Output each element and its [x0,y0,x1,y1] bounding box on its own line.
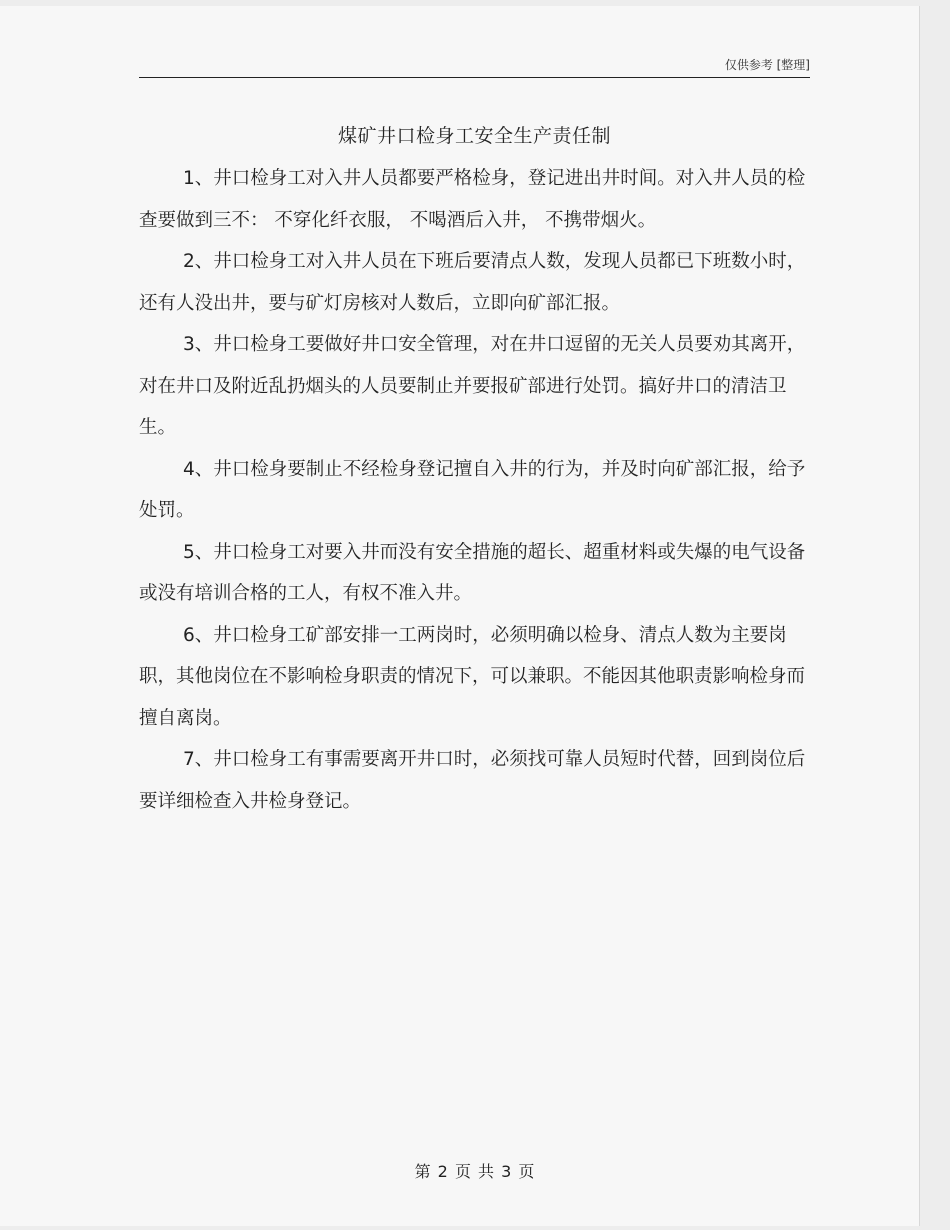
paragraph-1: 1、井口检身工对入井人员都要严格检身，登记进出井时间。对入井人员的检查要做到三不： 不穿化纤衣服， 不喝酒后入井， 不携带烟火。 [139,168,806,231]
paragraph-4: 4、井口检身要制止不经检身登记擅自入井的行为，并及时向矿部汇报，给予处罚。 [139,458,806,521]
paragraph-7: 7、井口检身工有事需要离开井口时，必须找可靠人员短时代替，回到岗位后要详细检查入井检身登记。 [139,749,806,812]
page-header: 仅供参考 [整理] [139,55,810,78]
document-page [0,6,920,1226]
page-footer: 第 2 页 共 3 页 [414,1162,536,1181]
paragraph-3: 3、井口检身工要做好井口安全管理，对在井口逗留的无关人员要劝其离开，对在井口及附近乱扔烟头的人员要制止并要报矿部进行处罚。搞好井口的清洁卫生。 [139,334,806,438]
paragraph-5: 5、井口检身工对要入井而没有安全措施的超长、超重材料或失爆的电气设备或没有培训合格的工人，有权不准入井。 [139,541,806,604]
paragraph-2: 2、井口检身工对入井人员在下班后要清点人数，发现人员都已下班数小时，还有人没出井，要与矿灯房核对人数后，立即向矿部汇报。 [139,251,806,314]
document-title: 煤矿井口检身工安全生产责任制 [337,125,611,147]
document-body [139,158,819,822]
paragraph-6: 6、井口检身工矿部安排一工两岗时，必须明确以检身、清点人数为主要岗职，其他岗位在不影响检身职责的情况下，可以兼职。不能因其他职责影响检身而擅自离岗。 [139,624,806,729]
